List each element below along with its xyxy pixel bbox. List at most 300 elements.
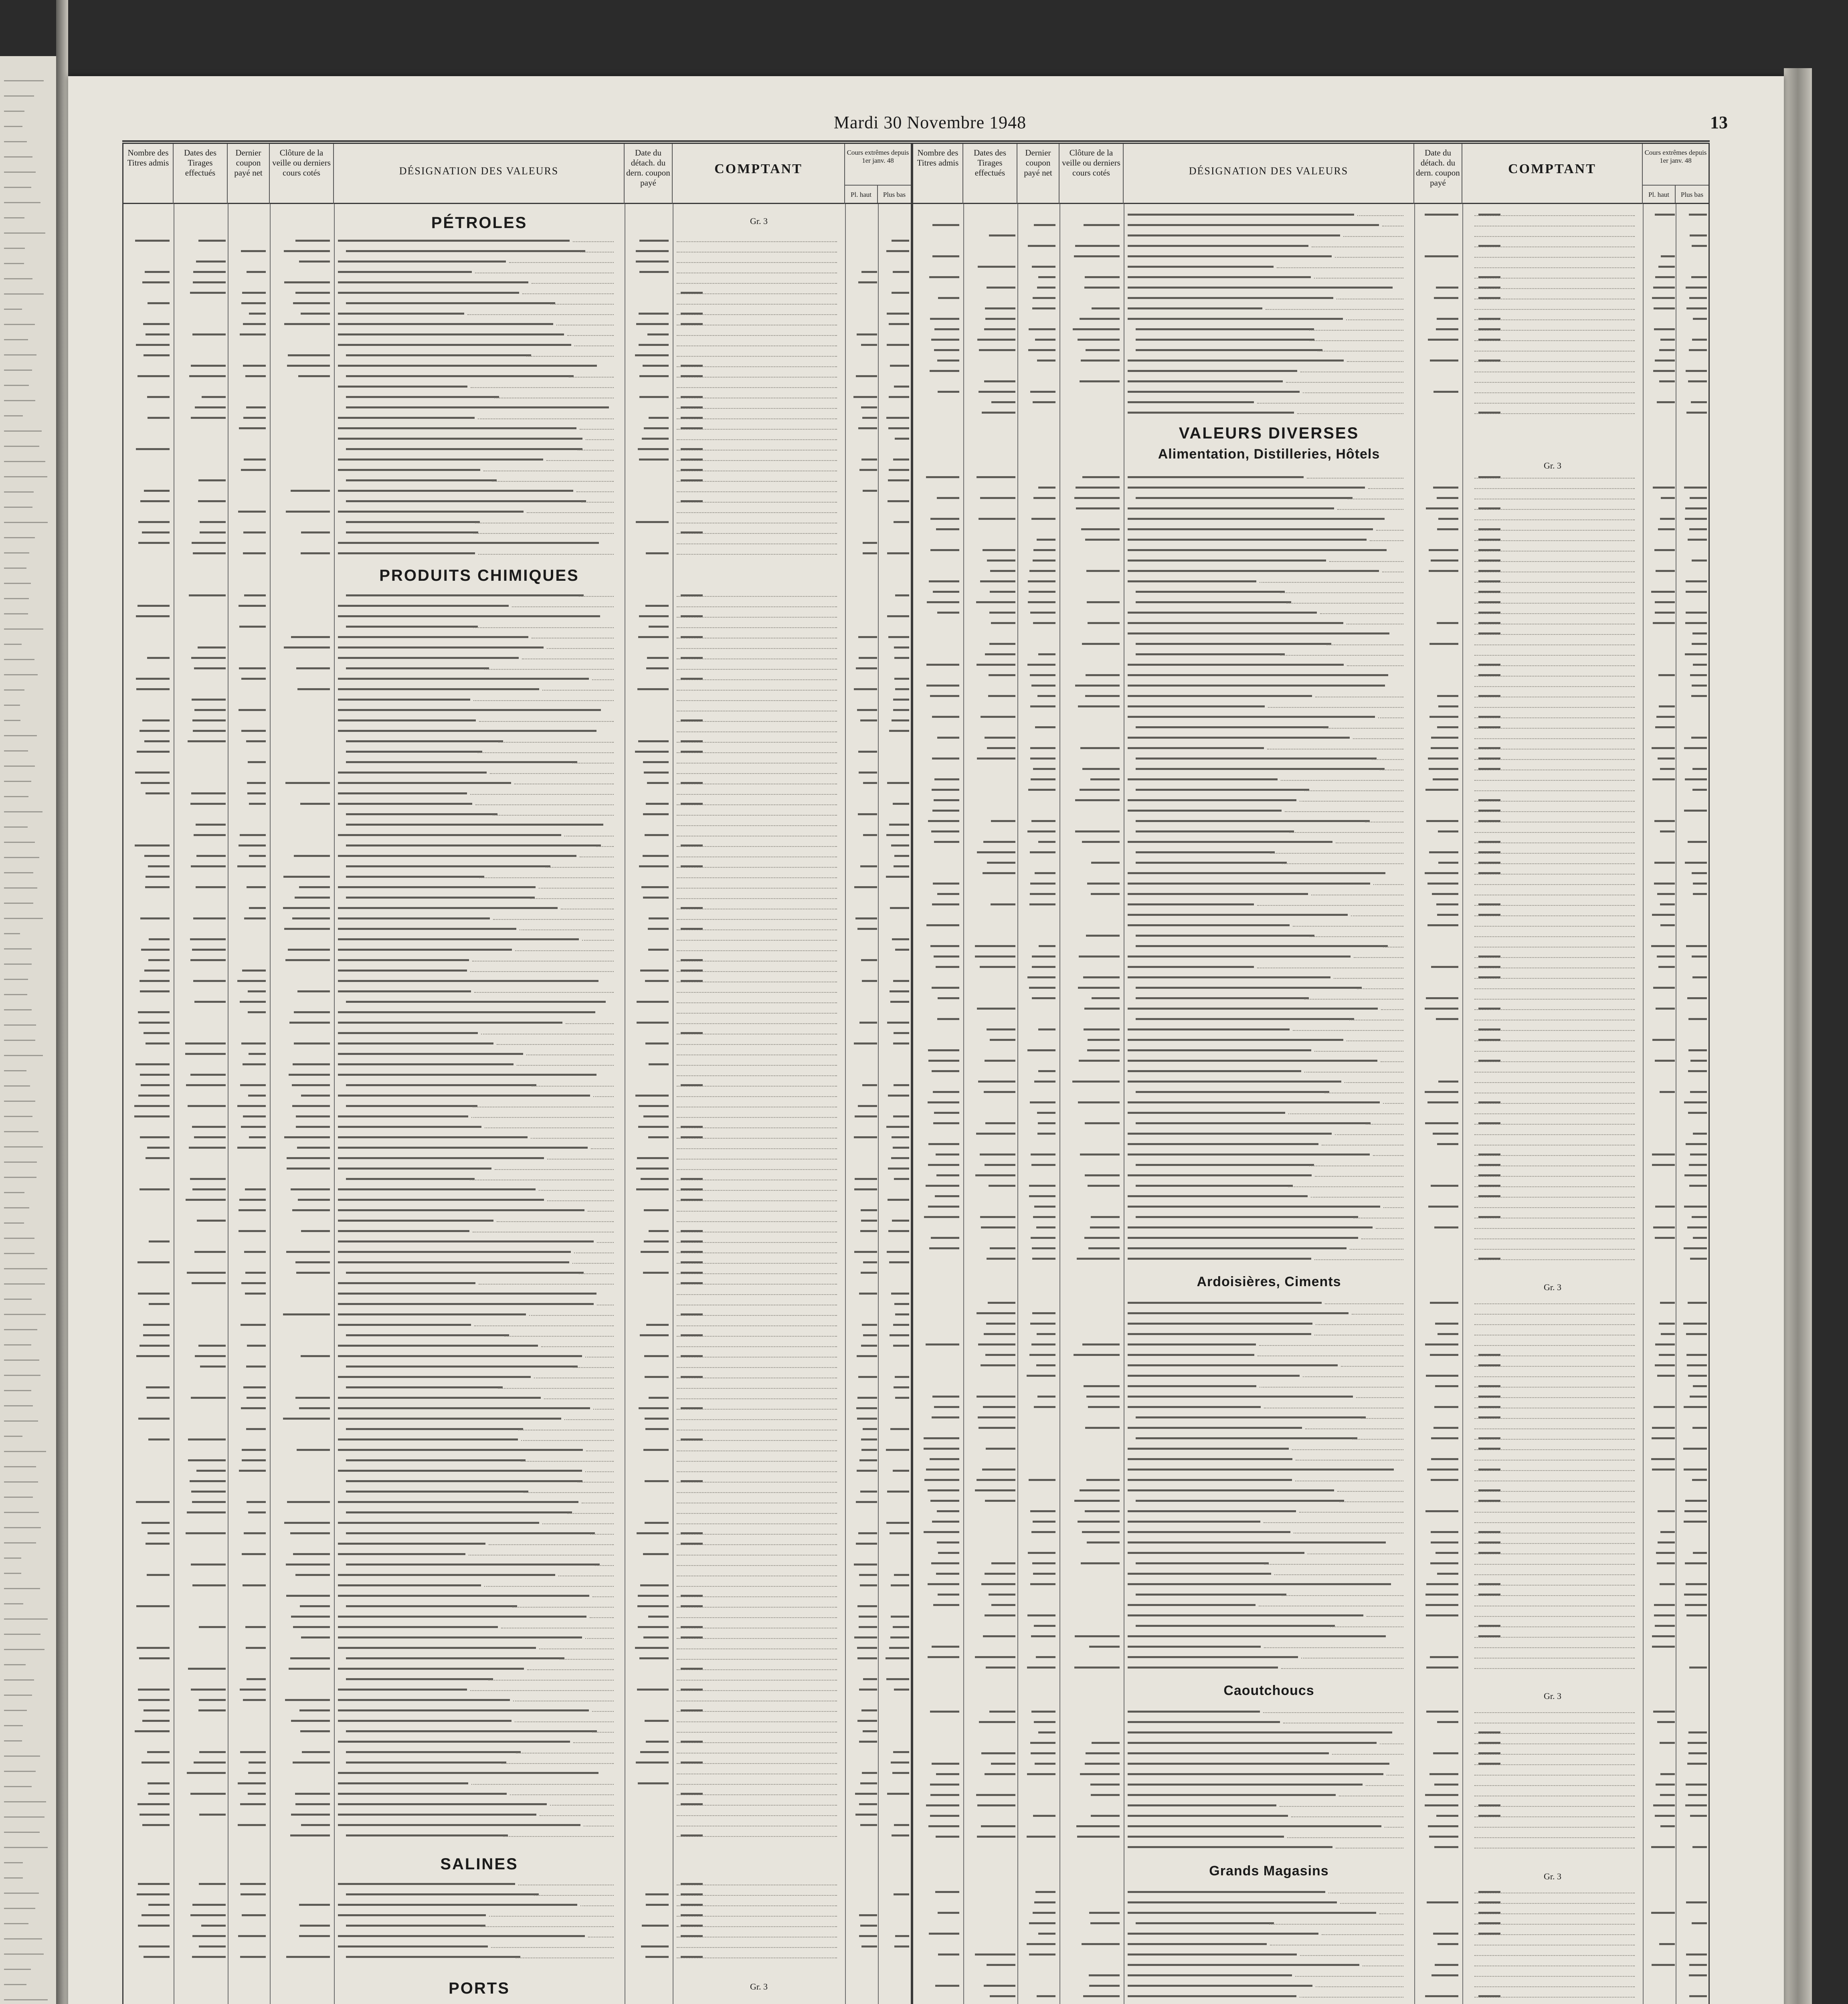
listing-row <box>123 1560 911 1569</box>
listing-row <box>123 893 911 902</box>
listing-row <box>913 723 1708 731</box>
col-plus-bas: Plus bas <box>878 185 911 203</box>
listing-row <box>123 403 911 412</box>
listing-row <box>123 987 911 996</box>
listing-row <box>913 1455 1708 1463</box>
col-cours-extremes: Cours extrêmes depuis 1er janv. 48 <box>847 149 909 164</box>
listing-row <box>913 1233 1708 1242</box>
listing-row <box>123 664 911 673</box>
group-label: Gr. 3 <box>750 216 768 226</box>
listing-row <box>123 591 911 600</box>
listing-row <box>123 1529 911 1537</box>
listing-row <box>123 1800 911 1808</box>
left-page-line <box>4 1420 38 1422</box>
listing-row <box>123 1039 911 1048</box>
left-page-line <box>4 1558 21 1559</box>
listing-row <box>913 398 1708 406</box>
listing-row <box>123 1404 911 1412</box>
left-page-line <box>4 1238 34 1239</box>
listing-row <box>123 966 911 975</box>
listing-row <box>123 444 911 453</box>
listing-row <box>913 1171 1708 1180</box>
listing-row <box>913 525 1708 533</box>
left-page-line <box>4 568 26 569</box>
listing-row <box>123 1768 911 1777</box>
listing-row <box>123 330 911 339</box>
listing-row <box>123 1508 911 1517</box>
listing-row <box>123 1164 911 1173</box>
listing-row <box>913 1842 1708 1851</box>
section-alimentation: Alimentation, Distilleries, Hôtels <box>1158 446 1380 462</box>
left-page-line <box>4 1344 31 1345</box>
listing-row <box>913 514 1708 523</box>
listing-row <box>913 1392 1708 1401</box>
col-date-detach: Date du détach. du dern. coupon payé <box>1414 144 1462 204</box>
left-page-line <box>4 750 28 752</box>
listing-row <box>913 1371 1708 1380</box>
listing-row <box>913 556 1708 565</box>
listing-row <box>913 1129 1708 1138</box>
listing-row <box>123 1258 911 1267</box>
listing-row <box>913 1632 1708 1640</box>
listing-rows <box>913 1707 1708 1855</box>
listing-row <box>913 1663 1708 1672</box>
left-page-line <box>4 1024 36 1026</box>
listing-row <box>913 304 1708 313</box>
listing-row <box>123 1299 911 1308</box>
left-page-line <box>4 1832 40 1833</box>
listing-column-left <box>122 143 912 2004</box>
left-page-line <box>4 1710 27 1711</box>
listing-row <box>913 1496 1708 1505</box>
listing-row <box>913 1538 1708 1547</box>
page-number: 13 <box>1710 113 1728 132</box>
listing-row <box>123 914 911 923</box>
listing-row <box>913 1548 1708 1557</box>
listing-row <box>913 1056 1708 1065</box>
left-page-line <box>4 1877 23 1879</box>
listing-row <box>913 587 1708 596</box>
listing-row <box>913 1202 1708 1211</box>
listing-row <box>123 1466 911 1475</box>
left-page-line <box>4 964 32 965</box>
listing-row <box>913 931 1708 940</box>
listing-row <box>123 1879 911 1888</box>
col-dernier-coupon: Dernier coupon payé net <box>228 144 270 204</box>
left-page-line <box>4 156 32 158</box>
listing-row <box>913 1309 1708 1317</box>
col-date-detach: Date du détach. du dern. coupon payé <box>625 144 673 204</box>
listing-row <box>913 681 1708 690</box>
left-page-line <box>4 842 35 843</box>
listing-row <box>123 1424 911 1433</box>
listing-row <box>123 1049 911 1058</box>
left-page-line <box>4 172 36 173</box>
section-salines: SALINES <box>440 1855 518 1873</box>
listing-rows <box>913 1298 1708 1675</box>
left-page-line <box>4 278 32 279</box>
listing-row <box>913 577 1708 586</box>
listing-row <box>913 231 1708 240</box>
left-page-line <box>4 628 43 630</box>
listing-row <box>123 1591 911 1600</box>
listing-row <box>913 910 1708 919</box>
listing-row <box>913 566 1708 575</box>
listing-row <box>913 545 1708 554</box>
left-page-line <box>4 415 23 416</box>
left-page-line <box>4 872 33 873</box>
left-page-line <box>4 1771 36 1772</box>
listing-row <box>123 1737 911 1746</box>
listing-row <box>913 1652 1708 1661</box>
listing-row <box>123 340 911 349</box>
listing-row <box>123 507 911 516</box>
listing-row <box>123 747 911 756</box>
left-page-line <box>4 507 32 508</box>
left-page-edge <box>0 56 56 2004</box>
left-page-line <box>4 1405 33 1406</box>
listing-row <box>123 758 911 766</box>
listing-row <box>123 1372 911 1381</box>
listing-row <box>123 1143 911 1152</box>
listing-row <box>913 1434 1708 1442</box>
listing-row <box>913 618 1708 627</box>
listing-row <box>123 476 911 485</box>
listing-row <box>913 377 1708 386</box>
col-designation: DÉSIGNATION DES VALEURS <box>334 144 625 204</box>
listing-rows <box>913 1887 1708 2004</box>
left-page-line <box>4 461 45 462</box>
listing-row <box>913 1728 1708 1737</box>
listing-row <box>123 862 911 871</box>
listing-row <box>123 1362 911 1371</box>
section-petroles: PÉTROLES <box>431 214 528 232</box>
listing-row <box>123 1539 911 1548</box>
listing-row <box>123 1581 911 1590</box>
listing-row <box>123 1195 911 1204</box>
listing-row <box>913 1319 1708 1328</box>
listing-row <box>913 314 1708 323</box>
listing-row <box>913 1077 1708 1086</box>
group-label: Gr. 3 <box>1544 1871 1561 1881</box>
listing-row <box>123 872 911 881</box>
listing-row <box>123 903 911 912</box>
left-page-line <box>4 552 29 554</box>
left-page-line <box>4 1390 31 1391</box>
left-page-line <box>4 476 47 477</box>
listing-row <box>123 612 911 620</box>
listing-row <box>123 1185 911 1194</box>
listing-row <box>123 726 911 735</box>
group-label: Gr. 3 <box>1544 1691 1561 1701</box>
listing-row <box>913 1621 1708 1630</box>
listing-row <box>913 1780 1708 1789</box>
listing-row <box>913 1244 1708 1252</box>
listing-row <box>913 660 1708 669</box>
listing-row <box>123 1445 911 1454</box>
listing-row <box>123 685 911 693</box>
left-page-line <box>4 232 45 234</box>
group-label: Gr. 3 <box>1544 461 1561 471</box>
left-page-line <box>4 1009 32 1010</box>
listing-row <box>123 434 911 443</box>
left-page-line <box>4 705 20 706</box>
listing-rows <box>123 591 911 1843</box>
listing-row <box>123 1695 911 1704</box>
left-page-line <box>4 735 37 736</box>
listing-row <box>913 1181 1708 1190</box>
col-nombre-titres: Nombre des Titres admis <box>123 144 174 204</box>
left-page-line <box>4 1527 41 1528</box>
left-page-line <box>4 1512 39 1513</box>
listing-row <box>123 883 911 891</box>
listing-row <box>913 1413 1708 1422</box>
listing-row <box>913 1611 1708 1620</box>
listing-row <box>913 785 1708 794</box>
left-page-line <box>4 1085 30 1087</box>
col-comptant: COMPTANT <box>673 144 845 204</box>
listing-row <box>123 1820 911 1829</box>
left-page-line <box>4 659 34 660</box>
left-page-line <box>4 1162 37 1163</box>
listing-row <box>123 976 911 985</box>
listing-row <box>123 1931 911 1940</box>
left-page-line <box>4 796 28 797</box>
listing-row <box>913 1960 1708 1969</box>
left-page-line <box>4 339 28 340</box>
listing-row <box>913 210 1708 219</box>
left-page-line <box>4 1908 35 1909</box>
left-page-line <box>4 766 35 767</box>
column-header-row <box>913 144 1708 204</box>
listing-row <box>913 1717 1708 1726</box>
listing-row <box>913 900 1708 909</box>
listing-row <box>123 768 911 777</box>
listing-row <box>913 1517 1708 1526</box>
listing-row <box>913 921 1708 929</box>
listing-row <box>913 1770 1708 1778</box>
left-page-line <box>4 644 22 645</box>
listing-row <box>123 1206 911 1214</box>
listing-row <box>913 1790 1708 1799</box>
left-page-line <box>4 811 42 812</box>
left-page-line <box>4 126 22 127</box>
left-page-line <box>4 1360 39 1361</box>
listing-row <box>913 1035 1708 1044</box>
left-page-line <box>4 309 22 310</box>
left-page-line <box>4 1999 48 2000</box>
left-page-line <box>4 598 29 599</box>
listing-row <box>913 1919 1708 1927</box>
left-page-line <box>4 1314 46 1315</box>
left-page-line <box>4 674 38 675</box>
listing-row <box>123 288 911 297</box>
listing-row <box>123 1921 911 1930</box>
section-ardoisieres: Ardoisières, Ciments <box>1197 1274 1341 1289</box>
listing-row <box>123 1602 911 1610</box>
listing-row <box>123 267 911 276</box>
listing-row <box>123 997 911 1006</box>
left-page-line <box>4 1725 23 1726</box>
left-page-line <box>4 1679 34 1681</box>
listing-row <box>123 810 911 818</box>
listing-row <box>913 1559 1708 1568</box>
listing-row <box>913 283 1708 292</box>
listing-row <box>123 1633 911 1642</box>
left-page-line <box>4 1192 24 1193</box>
listing-row <box>913 1340 1708 1349</box>
listing-row <box>913 1981 1708 1990</box>
listing-row <box>913 983 1708 992</box>
left-page-line <box>4 1497 33 1498</box>
left-page-line <box>4 1649 44 1650</box>
col-cours-extremes: Cours extrêmes depuis 1er janv. 48 <box>1644 149 1707 164</box>
listing-row <box>913 1025 1708 1034</box>
listing-row <box>123 1414 911 1423</box>
listing-row <box>913 639 1708 648</box>
listing-row <box>913 858 1708 867</box>
left-page-line <box>4 1695 32 1696</box>
listing-row <box>913 1569 1708 1578</box>
listing-row <box>913 293 1708 302</box>
listing-row <box>123 601 911 610</box>
listing-row <box>123 497 911 505</box>
listing-row <box>913 1350 1708 1359</box>
listing-row <box>913 1402 1708 1411</box>
listing-row <box>123 1654 911 1663</box>
listing-row <box>123 382 911 391</box>
listing-row <box>123 820 911 829</box>
listing-row <box>913 1749 1708 1758</box>
listing-row <box>913 1004 1708 1013</box>
col-comptant: COMPTANT <box>1462 144 1643 204</box>
listing-row <box>123 1831 911 1840</box>
listing-row <box>123 361 911 370</box>
listing-row <box>123 1216 911 1225</box>
left-page-line <box>4 918 43 919</box>
listing-row <box>123 1570 911 1579</box>
left-page-line <box>4 1816 44 1818</box>
listing-row <box>123 695 911 704</box>
listing-row <box>913 598 1708 606</box>
listing-row <box>123 705 911 714</box>
listing-row <box>913 335 1708 344</box>
listing-row <box>123 1435 911 1444</box>
listing-row <box>913 827 1708 836</box>
listing-row <box>123 465 911 474</box>
listing-row <box>913 1971 1708 1980</box>
left-page-line <box>4 202 40 203</box>
col-cloture: Clôture de la veille ou derniers cours cotés <box>270 144 334 204</box>
left-page-line <box>4 781 31 782</box>
listing-row <box>913 962 1708 971</box>
listing-rows <box>913 473 1708 1266</box>
listing-row <box>123 632 911 641</box>
listing-row <box>123 1643 911 1652</box>
listing-row <box>123 1279 911 1287</box>
listing-row <box>913 1707 1708 1716</box>
listing-row <box>913 325 1708 333</box>
listing-row <box>913 1329 1708 1338</box>
listing-row <box>913 1223 1708 1232</box>
listing-row <box>123 1622 911 1631</box>
listing-row <box>913 671 1708 679</box>
listing-row <box>913 535 1708 544</box>
col-dates-tirages: Dates des Tirages effectués <box>963 144 1017 204</box>
listing-row <box>913 869 1708 877</box>
listing-row <box>913 650 1708 659</box>
listing-row <box>913 1898 1708 1907</box>
left-page-line <box>4 1329 37 1330</box>
listing-row <box>123 1747 911 1756</box>
listing-row <box>913 473 1708 481</box>
listing-row <box>123 236 911 245</box>
left-page-line <box>4 1953 44 1955</box>
left-page-line <box>4 370 32 371</box>
listing-row <box>123 1810 911 1819</box>
left-page-line <box>4 1634 40 1635</box>
left-page-line <box>4 720 20 721</box>
listing-row <box>913 1382 1708 1390</box>
listing-row <box>123 1942 911 1951</box>
listing-row <box>123 799 911 808</box>
listing-row <box>123 622 911 631</box>
listing-row <box>913 1475 1708 1484</box>
listing-row <box>913 1254 1708 1263</box>
left-page-line <box>4 1146 43 1147</box>
listing-row <box>123 528 911 537</box>
listing-row <box>913 1992 1708 2000</box>
left-page-line <box>4 1451 46 1452</box>
listing-row <box>123 1008 911 1016</box>
page-gutter <box>56 0 68 2004</box>
listing-row <box>123 1122 911 1131</box>
left-page-line <box>4 1040 35 1041</box>
left-page-line <box>4 1116 32 1117</box>
listing-row <box>123 1133 911 1141</box>
listing-row <box>123 309 911 318</box>
left-page-line <box>4 583 31 584</box>
group-label: Gr. 3 <box>750 1982 768 1992</box>
listing-row <box>913 252 1708 261</box>
listing-row <box>123 1911 911 1919</box>
listing-row <box>913 702 1708 711</box>
listing-row <box>123 1341 911 1350</box>
left-page-line <box>4 80 44 81</box>
listing-row <box>123 1310 911 1319</box>
listing-row <box>123 1549 911 1558</box>
listing-row <box>913 1811 1708 1820</box>
listing-row <box>123 674 911 683</box>
listing-row <box>123 1112 911 1121</box>
left-page-line <box>4 1268 47 1269</box>
listing-rows <box>123 1879 911 1972</box>
col-pl-haut: Pl. haut <box>1643 185 1676 203</box>
listing-row <box>123 1226 911 1235</box>
left-page-line <box>4 857 39 858</box>
left-page-line <box>4 141 27 142</box>
left-page-line <box>4 1283 45 1285</box>
listing-row <box>913 483 1708 492</box>
listing-row <box>913 1444 1708 1453</box>
col-dernier-coupon: Dernier coupon payé net <box>1017 144 1059 204</box>
listing-row <box>913 837 1708 846</box>
left-page-line <box>4 1222 24 1224</box>
left-page-line <box>4 1603 23 1604</box>
left-page-line <box>4 1055 43 1056</box>
listing-row <box>913 1801 1708 1810</box>
left-page-line <box>4 826 28 828</box>
